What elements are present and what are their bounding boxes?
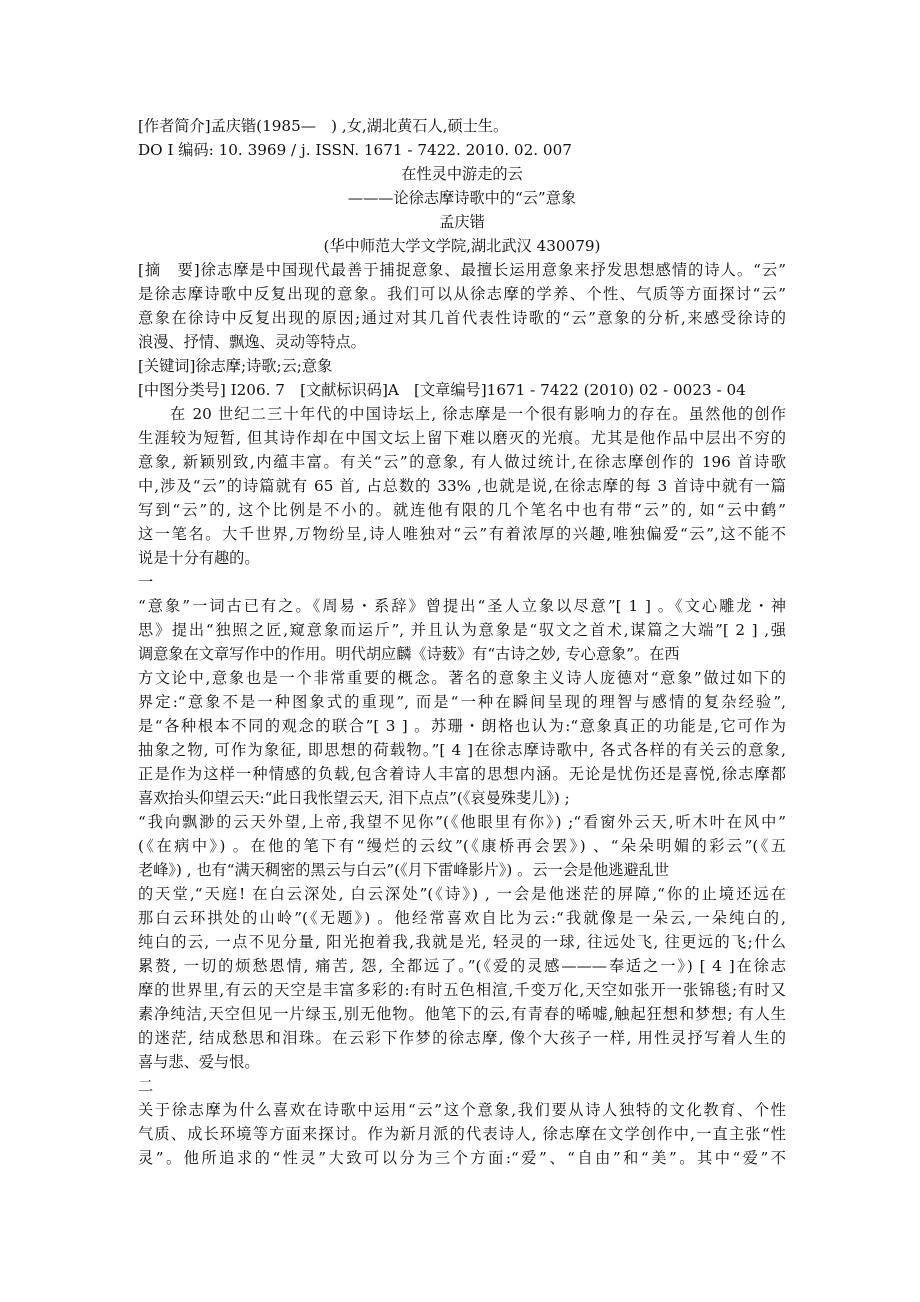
intro-line: 生涯较为短暂, 但其诗作却在中国文坛上留下难以磨灭的光痕。尤其是他作品中层出不穷的 [138,429,786,447]
section-two-line: 灵”。他所追求的“性灵”大致可以分为三个方面:“爱”、“自由”和“美”。其中“爱”不 [138,1149,786,1167]
article-affiliation: (华中师范大学文学院,湖北武汉 430079) [323,237,601,255]
section-heading-two: 二 [138,1077,154,1095]
section-one-line: 的天堂,“天庭! 在白云深处, 白云深处”(《诗》) , 一会是他迷茫的屏障,“你的止境还远在 [138,885,786,903]
section-one-line: 喜欢抬头仰望云天:“此日我怅望云天, 泪下点点”(《哀曼殊斐儿》) ; [138,789,570,807]
abstract-line: 是徐志摩诗歌中反复出现的意象。我们可以从徐志摩的学养、个性、气质等方面探讨“云” [138,285,786,303]
article-title: 在性灵中游走的云 [401,165,523,183]
intro-line: 中,涉及“云”的诗篇就有 65 首, 占总数的 33% ,也就是说,在徐志摩的每 3 首诗中就有一篇 [138,477,786,495]
section-one-line: 正是作为这样一种情感的负载,包含着诗人丰富的思想内涵。无论是忧伤还是喜悦,徐志摩都 [138,765,786,783]
section-two-line: 气质、成长环境等方面来探讨。作为新月派的代表诗人, 徐志摩在文学创作中,一直主张“性 [138,1125,786,1143]
section-one-line: 老峰》) , 也有“满天稠密的黑云与白云”(《月下雷峰影片》) 。云一会是他逃避乱世 [138,861,670,879]
section-heading-one: 一 [138,573,154,591]
abstract-line: [摘 要]徐志摩是中国现代最善于捕捉意象、最擅长运用意象来抒发思想感情的诗人。“云” [138,261,786,279]
section-one-line: 是“各种根本不同的观念的联合”[ 3 ] 。苏珊・朗格也认为:“意象真正的功能是,它可作为 [138,717,786,735]
section-one-line: 方文论中,意象也是一个非常重要的概念。著名的意象主义诗人庞德对“意象”做过如下的 [138,669,786,687]
keywords-line: [关键词]徐志摩;诗歌;云;意象 [138,357,333,375]
intro-line: 这一笔名。大千世界,万物纷呈,诗人唯独对“云”有着浓厚的兴趣,唯独偏爱“云”,这不能不 [138,525,786,543]
section-one-line: 摩的世界里,有云的天空是丰富多彩的:有时五色相渲,千变万化,天空如张开一张锦毯;有时又 [138,981,786,999]
intro-line: 在 20 世纪二三十年代的中国诗坛上, 徐志摩是一个很有影响力的存在。虽然他的创作 [170,405,786,423]
section-one-line: 纯白的云, 一点不见分量, 阳光抱着我,我就是光, 轻灵的一球, 往远处飞, 往更远的飞;什么 [138,933,786,951]
section-one-line: “我向飘渺的云天外望,上帝,我望不见你”(《他眼里有你》) ;“看窗外云天,听木叶在风中” [138,813,786,831]
intro-line: 说是十分有趣的。 [138,549,260,567]
section-one-line: 素净纯洁,天空但见一片绿玉,别无他物。他笔下的云,有青春的唏嘘,触起狂想和梦想; 有人生 [138,1005,786,1023]
abstract-line: 浪漫、抒情、飘逸、灵动等特点。 [138,333,366,351]
section-one-line: “意象”一词古已有之。《周易・系辞》曾提出“圣人立象以尽意”[ 1 ] 。《文心雕龙・神 [138,597,786,615]
intro-line: 写到“云”的, 这个比例是不小的。就连他有限的几个笔名中也有带“云”的, 如“云中鹤” [138,501,786,519]
section-one-line: 思》提出“独照之匠,窥意象而运斤”, 并且认为意象是“驭文之首术,谋篇之大端”[ 2 ] ,强 [138,621,786,639]
doi-line: DO I 编码: 10. 3969 / j. ISSN. 1671 - 7422. 2010. 02. 007 [138,141,572,159]
section-one-line: 抽象之物, 可作为象征, 即思想的荷载物。”[ 4 ]在徐志摩诗歌中, 各式各样的有关云的意象, [138,741,786,759]
article-author: 孟庆锴 [439,213,485,231]
classification-line: [中图分类号] I206. 7 [文献标识码]A [文章编号]1671 - 7422 (2010) 02 - 0023 - 04 [138,381,746,399]
intro-line: 意象, 新颖别致,内蕴丰富。有关“云”的意象, 有人做过统计,在徐志摩创作的 196 首诗歌 [138,453,786,471]
section-one-line: 那白云环拱处的山岭”(《无题》) 。他经常喜欢自比为云:“我就像是一朵云,一朵纯白的, [138,909,786,927]
article-subtitle: ———论徐志摩诗歌中的“云”意象 [347,189,577,207]
section-one-line: 界定:“意象不是一种图象式的重现”, 而是“一种在瞬间呈现的理智与感情的复杂经验”, [138,693,786,711]
author-note: [作者简介]孟庆锴(1985— ) ,女,湖北黄石人,硕士生。 [138,117,509,135]
section-one-line: 喜与悲、爱与恨。 [138,1053,260,1071]
abstract-line: 意象在徐诗中反复出现的原因;通过对其几首代表性诗歌的“云”意象的分析,来感受徐诗的 [138,309,786,327]
section-two-line: 关于徐志摩为什么喜欢在诗歌中运用“云”这个意象,我们要从诗人独特的文化教育、个性 [138,1101,786,1119]
section-one-line: (《在病中》) 。在他的笔下有“缦烂的云纹”(《康桥再会罢》) 、“朵朵明媚的彩云”(《五 [138,837,786,855]
section-one-line: 调意象在文章写作中的作用。明代胡应麟《诗薮》有“古诗之妙, 专心意象”。在西 [138,645,680,663]
section-one-line: 的迷茫, 结成愁思和泪珠。在云彩下作梦的徐志摩, 像个大孩子一样, 用性灵抒写着人生的 [138,1029,786,1047]
section-one-line: 累赘, 一切的烦愁恩情, 痛苦, 怨, 全都远了。”(《爱的灵感———奉适之一》) [ 4 ]在徐志 [138,957,786,975]
